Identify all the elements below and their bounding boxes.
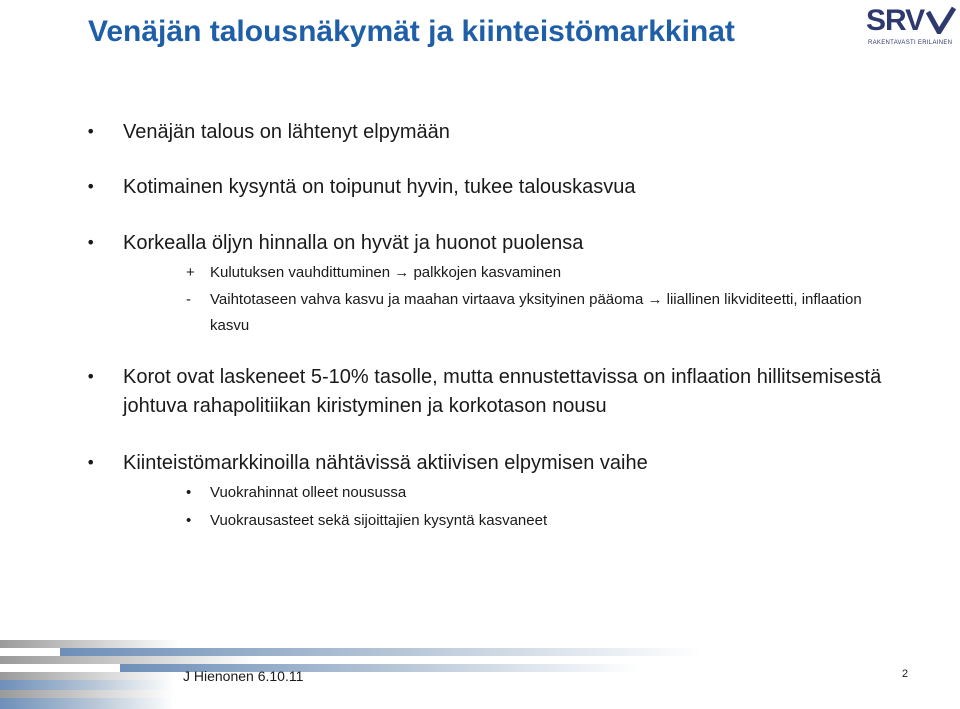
bullet-text: Korot ovat laskeneet 5-10% tasolle, mutta ennustettavissa on inflaation hillitsemisestä johtuva rahapolitiikan kiristyminen ja korkotason nousu — [123, 366, 882, 417]
bullet-marker: • — [86, 367, 96, 386]
bullet-text: Venäjän talous on lähtenyt elpymään — [123, 121, 450, 143]
sub-bullet-text: Vuokrausasteet sekä sijoittajien kysyntä kasvaneet — [210, 512, 548, 529]
sub-bullet-marker: • — [186, 512, 192, 529]
bullet-text: Kotimainen kysyntä on toipunut hyvin, tukee talouskasvua — [123, 176, 636, 198]
bullet-marker: • — [86, 453, 96, 472]
bullet-text: Kiinteistömarkkinoilla nähtävissä aktiivisen elpymisen vaihe — [123, 452, 648, 474]
sub-bullet-marker: • — [186, 484, 192, 501]
bullet-marker: • — [86, 122, 96, 141]
page-number: 2 — [902, 668, 909, 680]
bullet-marker: • — [86, 177, 96, 196]
footer-decoration — [0, 640, 700, 709]
logo-tagline: RAKENTAVASTI ERILAINEN — [868, 40, 953, 46]
sub-bullet-text: Vaihtotaseen vahva kasvu ja maahan virtaava yksityinen pääoma → liiallinen likviditeetti, inflaation kasvu — [210, 291, 862, 334]
bullet-text: Korkealla öljyn hinnalla on hyvät ja huonot puolensa — [123, 232, 584, 254]
srv-logo — [866, 4, 956, 54]
logo-wordmark: SRV — [866, 4, 925, 37]
logo-check-icon — [926, 6, 956, 34]
bullet-marker: • — [86, 233, 96, 252]
sub-bullet-text: Kulutuksen vauhdittuminen → palkkojen kasvaminen — [210, 264, 562, 281]
sub-bullet-marker: - — [186, 291, 191, 308]
sub-bullet-text: Vuokrahinnat olleet nousussa — [210, 484, 407, 501]
sub-bullet-marker: + — [186, 264, 195, 281]
footer-author-date: J Hienonen 6.10.11 — [183, 668, 304, 684]
slide-title: Venäjän talousnäkymät ja kiinteistömarkkinat — [88, 15, 735, 48]
